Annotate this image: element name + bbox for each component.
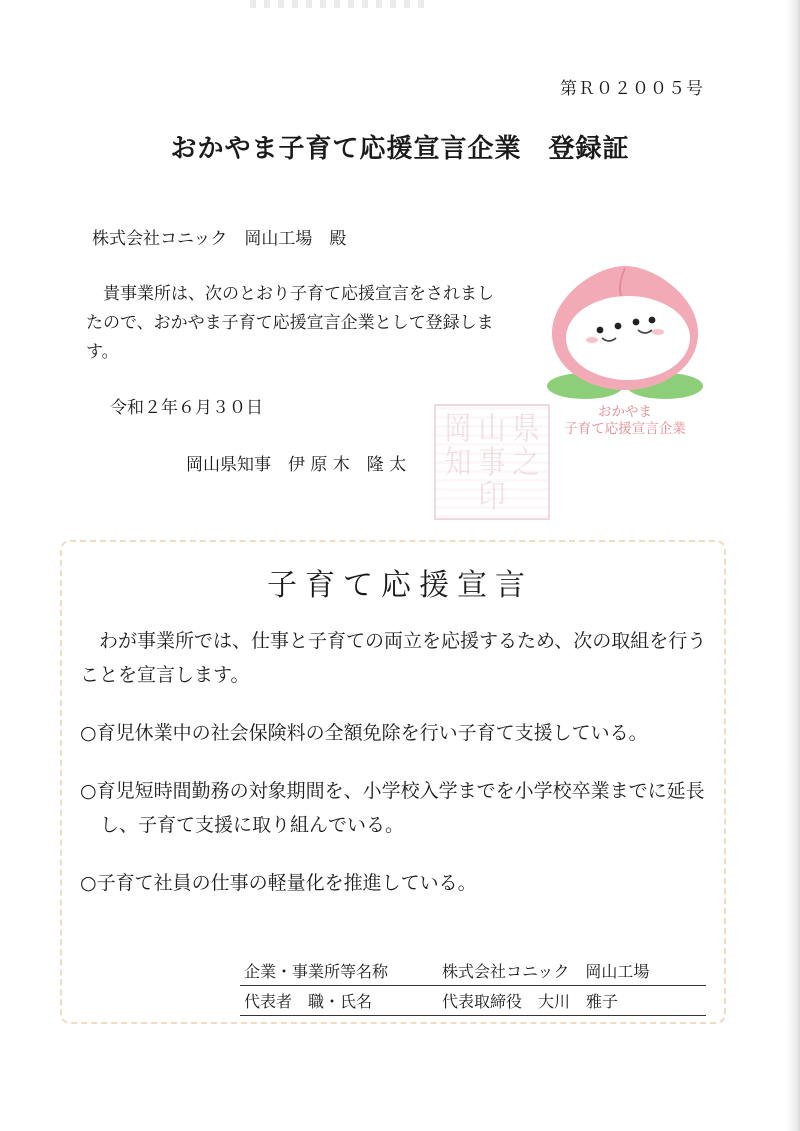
declaration-item: ○育児休業中の社会保険料の全額免除を行い子育て支援している。 — [80, 722, 648, 744]
declaration-item: ○子育て社員の仕事の軽量化を推進している。 — [80, 872, 477, 894]
issue-date: 令和２年６月３０日 — [110, 398, 263, 418]
organization-signature-row — [240, 955, 706, 986]
representative-name: 代表取締役 大川 雅子 — [442, 992, 619, 1011]
seal-glyph: 印 — [478, 477, 506, 515]
mascot-caption-line1: おかやま — [598, 404, 652, 420]
declaration-title: 子育て応援宣言 — [267, 568, 533, 603]
certificate-body: 貴事業所は、次のとおり子育て応援宣言をされましたので、おかやま子育て応援宣言企業として登録します。 — [86, 284, 494, 362]
declaration-item: ○育児短時間勤務の対象期間を、小学校入学までを小学校卒業までに延長し、子育て支援に取り組んでいる。 — [80, 780, 705, 836]
seal-glyph: 県 — [512, 409, 540, 447]
organization-name: 株式会社コニック 岡山工場 — [442, 962, 650, 981]
seal-glyph: 知 — [444, 443, 472, 481]
representative-label: 代表者 職・氏名 — [244, 992, 373, 1011]
peach-mascot-logo — [540, 258, 710, 408]
mascot-caption-line2: 子育て応援宣言企業 — [564, 421, 686, 437]
organization-label: 企業・事業所等名称 — [244, 962, 389, 981]
certificate-title: おかやま子育て応援宣言企業 登録証 — [170, 134, 630, 164]
certificate-number: 第Ｒ０２００５号 — [560, 79, 704, 99]
seal-glyph: 岡 — [444, 409, 472, 447]
seal-glyph: 之 — [512, 443, 540, 481]
scan-artifact — [250, 0, 430, 8]
seal-glyph: 山 — [478, 409, 506, 447]
recipient-name: 株式会社コニック 岡山工場 殿 — [92, 229, 347, 249]
mascot-caption — [540, 404, 710, 438]
seal-glyph: 事 — [478, 443, 506, 481]
official-seal-stamp — [434, 404, 550, 520]
representative-signature-row — [240, 985, 706, 1016]
issuer-name: 岡山県知事 伊 原 木 隆 太 — [186, 455, 407, 475]
declaration-intro: わが事業所では、仕事と子育ての両立を応援するため、次の取組を行うことを宣言します。 — [80, 630, 707, 686]
